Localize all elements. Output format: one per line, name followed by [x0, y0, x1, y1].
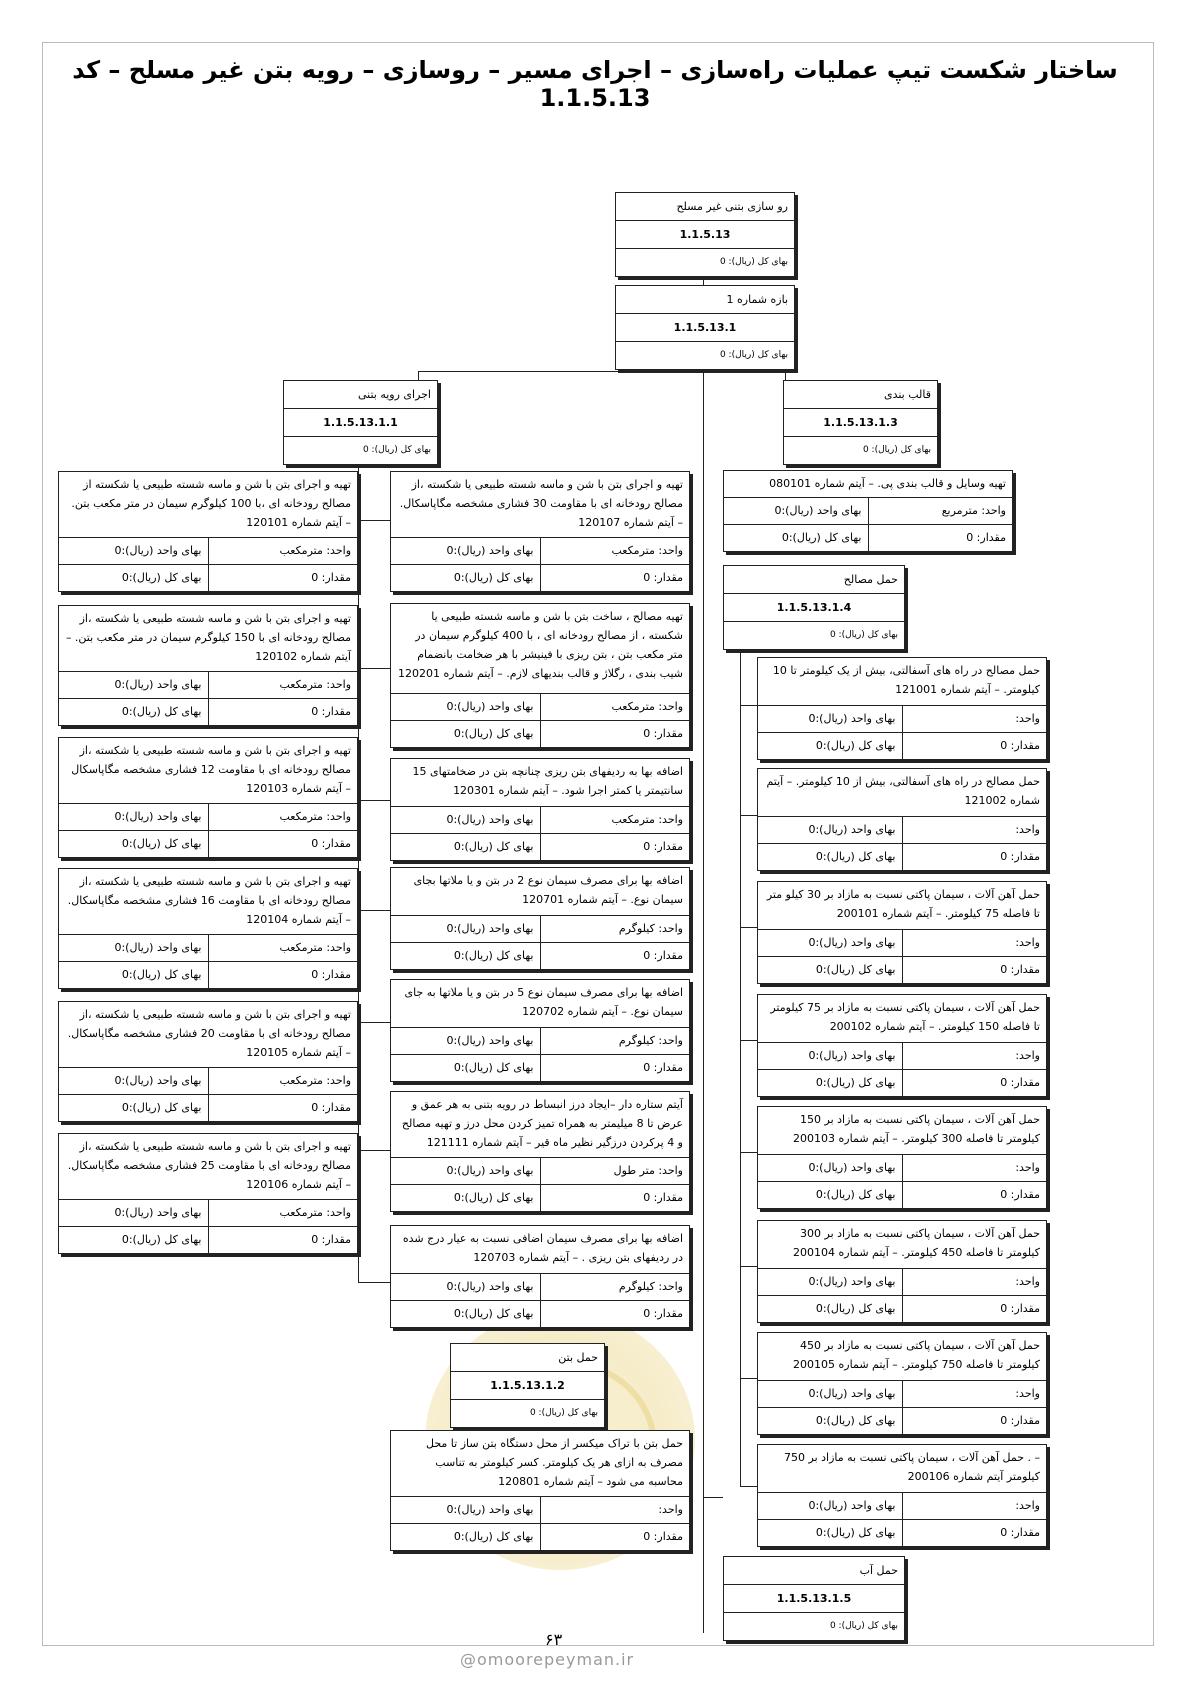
main-trunk-line: [703, 369, 704, 1633]
item-card[interactable]: تهیه مصالح ، ساخت بتن با شن و ماسه شسته طبیعی یا شکسته ، از مصالح رودخانه ای ، با 400 کیلوگرم سیمان در متر مکعب بتن ، بتن ریزی با فینیشر با هر ضخامت بانضمام شیب بندی ، رگلاژ و قالب بندیهای لازم. – آیتم شماره 120201 واحد: مترمکعب بهای واحد (ریال):0 مقدار: 0 بهای کل (ریال):0: [390, 603, 690, 748]
item-card[interactable]: اضافه بها برای مصرف سیمان نوع 5 در بتن و یا ملاتها به جای سیمان نوع. – آیتم شماره 120702 واحد: کیلوگرم بهای واحد (ریال):0 مقدار: 0 بهای کل (ریال):0: [390, 979, 690, 1082]
item-card[interactable]: اضافه بها برای مصرف سیمان اضافی نسبت به عیار درج شده در ردیفهای بتن ریزی . – آیتم شماره 120703 واحد: کیلوگرم بهای واحد (ریال):0 مقدار: 0 بهای کل (ریال):0: [390, 1225, 690, 1328]
item-card[interactable]: تهیه و اجرای بتن با شن و ماسه شسته طبیعی یا شکسته ،از مصالح رودخانه ای با 150 کیلوگرم سیمان در متر مکعب بتن. – آیتم شماره 120102 واحد: مترمکعب بهای واحد (ریال):0 مقدار: 0 بهای کل (ریال):0: [58, 605, 358, 726]
item-card[interactable]: تهیه وسایل و قالب بندی پی. – آیتم شماره 080101 واحد: مترمربع بهای واحد (ریال):0 مقدار: 0 بهای کل (ریال):0: [723, 470, 1013, 552]
node-formwork[interactable]: قالب بندی 1.1.5.13.1.3 بهای کل (ریال): 0: [783, 380, 938, 465]
item-card[interactable]: حمل بتن با تراک میکسر از محل دستگاه بتن ساز تا محل مصرف به ازای هر یک کیلومتر. کسر کیلومتر به تناسب محاسبه می شود – آیتم شماره 120801 واحد: بهای واحد (ریال):0 مقدار: 0 بهای کل (ریال):0: [390, 1430, 690, 1551]
item-card[interactable]: تهیه و اجرای بتن با شن و ماسه شسته طبیعی یا شکسته ،از مصالح رودخانه ای با مقاومت 16 فشاری مشخصه مگاپاسکال. – آیتم شماره 120104 واحد: مترمکعب بهای واحد (ریال):0 مقدار: 0 بهای کل (ریال):0: [58, 868, 358, 989]
node-material-transport[interactable]: حمل مصالح 1.1.5.13.1.4 بهای کل (ریال): 0: [723, 565, 905, 650]
item-card[interactable]: تهیه و اجرای بتن با شن و ماسه شسته طبیعی یا شکسته ،از مصالح رودخانه ای با مقاومت 25 فشاری مشخصه مگاپاسکال. – آیتم شماره 120106 واحد: مترمکعب بهای واحد (ریال):0 مقدار: 0 بهای کل (ریال):0: [58, 1133, 358, 1254]
item-card[interactable]: تهیه و اجرای بتن با شن و ماسه شسته طبیعی یا شکسته از مصالح رودخانه ای ،با 100 کیلوگرم سیمان در متر مکعب بتن. – آیتم شماره 120101 واحد: مترمکعب بهای واحد (ریال):0 مقدار: 0 بهای کل (ریال):0: [58, 471, 358, 592]
item-card[interactable]: حمل مصالح در راه های آسفالتی، بیش از 10 کیلومتر. – آیتم شماره 121002 واحد: بهای واحد (ریال):0 مقدار: 0 بهای کل (ریال):0: [757, 768, 1047, 871]
item-card[interactable]: حمل آهن آلات ، سیمان پاکتی نسبت به مازاد بر 30 کیلو متر تا فاصله 75 کیلومتر. – آیتم شماره 200101 واحد: بهای واحد (ریال):0 مقدار: 0 بهای کل (ریال):0: [757, 881, 1047, 984]
page-title: ساختار شکست تیپ عملیات راه‌سازی – اجرای مسیر – روسازی – رویه بتن غیر مسلح – کد 1.1.5.13: [72, 56, 1118, 112]
item-card[interactable]: حمل آهن آلات ، سیمان پاکتی نسبت به مازاد بر 450 کیلومتر تا فاصله 750 کیلومتر. – آیتم شماره 200105 واحد: بهای واحد (ریال):0 مقدار: 0 بهای کل (ریال):0: [757, 1332, 1047, 1435]
item-card[interactable]: تهیه و اجرای بتن با شن و ماسه شسته طبیعی یا شکسته ،از مصالح رودخانه ای با مقاومت 30 فشاری مشخصه مگاپاسکال. – آیتم شماره 120107 واحد: مترمکعب بهای واحد (ریال):0 مقدار: 0 بهای کل (ریال):0: [390, 471, 690, 592]
node-paving[interactable]: اجرای رویه بتنی 1.1.5.13.1.1 بهای کل (ریال): 0: [283, 380, 438, 465]
node-span-1[interactable]: بازه شماره 1 1.1.5.13.1 بهای کل (ریال): 0: [615, 285, 795, 370]
item-card[interactable]: آیتم ستاره دار –ایجاد درز انبساط در رویه بتنی به هر عمق و عرض تا 8 میلیمتر به همراه تمیز کردن محل درز و تهیه مصالح و 4 پرکردن درزگیر نظیر ماه قیر – آیتم شماره 121111 واحد: متر طول بهای واحد (ریال):0 مقدار: 0 بهای کل (ریال):0: [390, 1091, 690, 1212]
item-card[interactable]: تهیه و اجرای بتن با شن و ماسه شسته طبیعی یا شکسته ،از مصالح رودخانه ای با مقاومت 12 فشاری مشخصه مگاپاسکال – آیتم شماره 120103 واحد: مترمکعب بهای واحد (ریال):0 مقدار: 0 بهای کل (ریال):0: [58, 737, 358, 858]
transport-trunk-line: [740, 623, 741, 1486]
item-card[interactable]: حمل آهن آلات ، سیمان پاکتی نسبت به مازاد بر 150 کیلومتر تا فاصله 300 کیلومتر. – آیتم شماره 200103 واحد: بهای واحد (ریال):0 مقدار: 0 بهای کل (ریال):0: [757, 1106, 1047, 1209]
item-card[interactable]: اضافه بها به ردیفهای بتن ریزی چنانچه بتن در ضخامتهای 15 سانتیمتر یا کمتر اجرا شود. – آیتم شماره 120301 واحد: مترمکعب بهای واحد (ریال):0 مقدار: 0 بهای کل (ریال):0: [390, 758, 690, 861]
item-card[interactable]: اضافه بها برای مصرف سیمان نوع 2 در بتن و یا ملاتها بجای سیمان نوع. – آیتم شماره 120701 واحد: کیلوگرم بهای واحد (ریال):0 مقدار: 0 بهای کل (ریال):0: [390, 867, 690, 970]
page-number: ۶۳: [545, 1630, 563, 1649]
item-card[interactable]: – . حمل آهن آلات ، سیمان پاکتی نسبت به مازاد بر 750 کیلومتر آیتم شماره 200106 واحد: بهای واحد (ریال):0 مقدار: 0 بهای کل (ریال):0: [757, 1444, 1047, 1547]
website-watermark: @omoorepeyman.ir: [460, 1650, 635, 1669]
item-card[interactable]: تهیه و اجرای بتن با شن و ماسه شسته طبیعی یا شکسته ،از مصالح رودخانه ای با مقاومت 20 فشاری مشخصه مگاپاسکال. – آیتم شماره 120105 واحد: مترمکعب بهای واحد (ریال):0 مقدار: 0 بهای کل (ریال):0: [58, 1001, 358, 1122]
item-card[interactable]: حمل آهن آلات ، سیمان پاکتی نسبت به مازاد بر 300 کیلومتر تا فاصله 450 کیلومتر. – آیتم شماره 200104 واحد: بهای واحد (ریال):0 مقدار: 0 بهای کل (ریال):0: [757, 1220, 1047, 1323]
item-card[interactable]: حمل مصالح در راه های آسفالتی، بیش از یک کیلومتر تا 10 کیلومتر. – آیتم شماره 121001 واحد: بهای واحد (ریال):0 مقدار: 0 بهای کل (ریال):0: [757, 657, 1047, 760]
node-concrete-transport[interactable]: حمل بتن 1.1.5.13.1.2 بهای کل (ریال): 0: [450, 1343, 605, 1428]
item-card[interactable]: حمل آهن آلات ، سیمان پاکتی نسبت به مازاد بر 75 کیلومتر تا فاصله 150 کیلومتر. – آیتم شماره 200102 واحد: بهای واحد (ریال):0 مقدار: 0 بهای کل (ریال):0: [757, 994, 1047, 1097]
node-water-transport[interactable]: حمل آب 1.1.5.13.1.5 بهای کل (ریال): 0: [723, 1556, 905, 1641]
paving-trunk-line: [358, 463, 359, 1282]
node-root[interactable]: رو سازی بتنی غیر مسلح 1.1.5.13 بهای کل (ریال): 0: [615, 192, 795, 277]
